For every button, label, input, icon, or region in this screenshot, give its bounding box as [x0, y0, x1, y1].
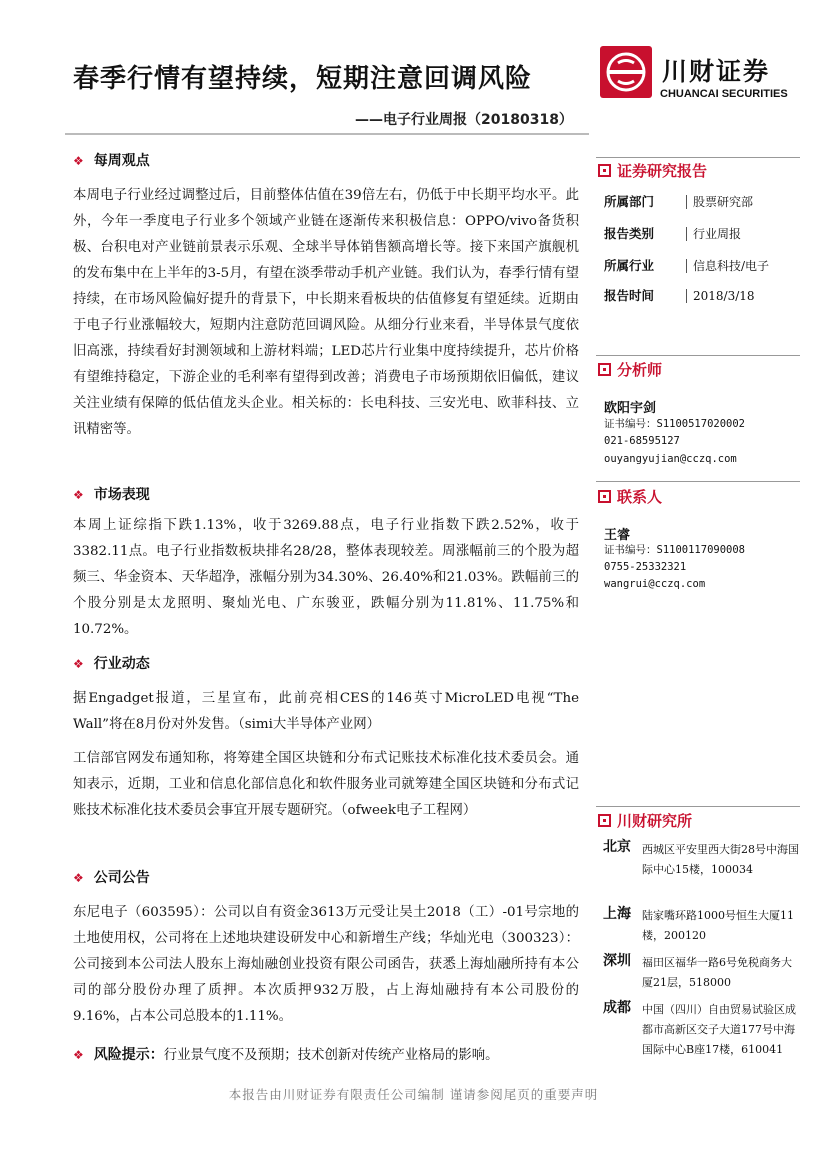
analyst-cert: 证书编号：S1100517020002 — [604, 418, 746, 430]
bullet-diamond-icon: ❖ — [73, 1048, 84, 1062]
office-address-shenzhen: 福田区福华一路6号免税商务大厦21层，518000 — [642, 956, 792, 989]
bullet-diamond-icon: ❖ — [73, 657, 84, 671]
sidebar-divider — [596, 806, 800, 807]
page-footer-disclaimer: 本报告由川财证券有限责任公司编制 谨请参阅尾页的重要声明 — [228, 1087, 599, 1102]
info-row-date: 报告时间 2018/3/18 — [604, 288, 755, 303]
office-address-chengdu: 中国（四川）自由贸易试验区成都市高新区交子大道177号中海国际中心B座17楼，610041 — [642, 1003, 796, 1056]
office-city-shanghai: 上海 — [603, 906, 631, 922]
sidebar-heading-institute: 川财研究所 — [598, 810, 692, 831]
square-bullet-icon — [598, 814, 611, 827]
logo-text-cn: 川财证券 — [662, 57, 771, 86]
sidebar-heading-report: 证券研究报告 — [598, 160, 707, 181]
contact-name: 王睿 — [604, 528, 631, 543]
office-city-shenzhen: 深圳 — [603, 953, 631, 969]
square-bullet-icon — [598, 164, 611, 177]
office-address-beijing: 西城区平安里西大街28号中海国际中心15楼，100034 — [642, 843, 799, 876]
report-subtitle: ——电子行业周报（20180318） — [355, 112, 573, 128]
analyst-name: 欧阳宇剑 — [604, 401, 657, 416]
section-heading-industry: ❖ 行业动态 — [73, 656, 150, 672]
sidebar-heading-analyst: 分析师 — [598, 359, 662, 380]
analyst-email[interactable]: ouyangyujian@cczq.com — [604, 453, 737, 465]
section-heading-weekly: ❖ 每周观点 — [73, 153, 150, 169]
sidebar-divider — [596, 355, 800, 356]
square-bullet-icon — [598, 363, 611, 376]
industry-paragraph-2: 工信部官网发布通知称，将筹建全国区块链和分布式记账技术标准化技术委员会。通知表示，近期，工业和信息化部信息化和软件服务业司就筹建全国区块链和分布式记账技术标准化技术委员会事宜开展专题研究。（ofweek电子工程网） — [73, 751, 579, 818]
office-city-chengdu: 成都 — [603, 1000, 631, 1016]
company-logo — [600, 46, 800, 110]
risk-warning: ❖ 风险提示：行业景气度不及预期；技术创新对传统产业格局的影响。 — [73, 1047, 499, 1063]
logo-emblem-icon — [600, 46, 652, 98]
market-paragraph: 本周上证综指下跌1.13%，收于3269.88点，电子行业指数下跌2.52%，收于3382.11点。电子行业指数板块排名28/28，整体表现较差。周涨幅前三的个股为超频三、华金资本、天华超净，涨幅分别为34.30%、26.40%和21.03%。跌幅前三的个股分别是太龙照明、聚灿光电、广东骏亚，跌幅分别为11.81%、11.75%和10.72%。 — [73, 518, 579, 637]
contact-cert: 证书编号：S1100117090008 — [604, 544, 746, 556]
analyst-phone: 021-68595127 — [604, 435, 680, 447]
info-row-department: 所属部门 股票研究部 — [604, 194, 754, 209]
office-city-beijing: 北京 — [603, 839, 631, 855]
header-divider — [65, 133, 589, 135]
contact-email[interactable]: wangrui@cczq.com — [604, 578, 706, 590]
company-paragraph: 东尼电子（603595）：公司以自有资金3613万元受让吴土2018（工）-01号宗地的土地使用权，公司将在上述地块建设研发中心和新增生产线；华灿光电（300323）：公司接到本公司法人股东上海灿融创业投资有限公司函告，获悉上海灿融所持有本公司的部分股份办理了质押。本次质押932万股，占上海灿融持有本公司股份的9.16%，占本公司总股本的1.11%。 — [73, 905, 579, 1024]
section-heading-market: ❖ 市场表现 — [73, 487, 150, 503]
office-address-shanghai: 陆家嘴环路1000号恒生大厦11楼，200120 — [642, 909, 794, 942]
bullet-diamond-icon: ❖ — [73, 871, 84, 885]
info-row-category: 报告类别 行业周报 — [604, 226, 742, 241]
section-heading-company: ❖ 公司公告 — [73, 870, 150, 886]
sidebar-divider — [596, 481, 800, 482]
report-title: 春季行情有望持续，短期注意回调风险 — [73, 64, 533, 94]
info-row-industry: 所属行业 信息科技/电子 — [604, 258, 770, 273]
sidebar-heading-contact: 联系人 — [598, 486, 662, 507]
bullet-diamond-icon: ❖ — [73, 154, 84, 168]
logo-text-en: CHUANCAI SECURITIES — [660, 88, 788, 100]
square-bullet-icon — [598, 490, 611, 503]
industry-paragraph-1: 据Engadget报道，三星宣布，此前亮相CES的146英寸MicroLED电视“The Wall”将在8月份对外发售。（simi大半导体产业网） — [73, 691, 579, 732]
sidebar-divider — [596, 157, 800, 158]
bullet-diamond-icon: ❖ — [73, 488, 84, 502]
weekly-view-paragraph: 本周电子行业经过调整过后，目前整体估值在39倍左右，仍低于中长期平均水平。此外，今年一季度电子行业多个领域产业链在逐渐传来积极信息：OPPO/vivo备货积极、台积电对产业链前景表示乐观、全球半导体销售额高增长等。接下来国产旗舰机的发布集中在上半年的3-5月，有望在淡季带动手机产业链。我们认为，春季行情有望持续，在市场风险偏好提升的背景下，中长期来看板块的估值修复有望延续。近期由于电子行业涨幅较大，短期内注意防范回调风险。从细分行业来看，半导体景气度依旧高涨，持续看好封测领域和上游材料端；LED芯片行业集中度持续提升，芯片价格有望维持稳定，下游企业的毛利率有望得到改善；消费电子市场预期依旧偏低，建议关注业绩有保障的低估值龙头企业。相关标的：长电科技、三安光电、欧菲科技、立讯精密等。 — [73, 188, 579, 437]
contact-phone: 0755-25332321 — [604, 561, 687, 573]
